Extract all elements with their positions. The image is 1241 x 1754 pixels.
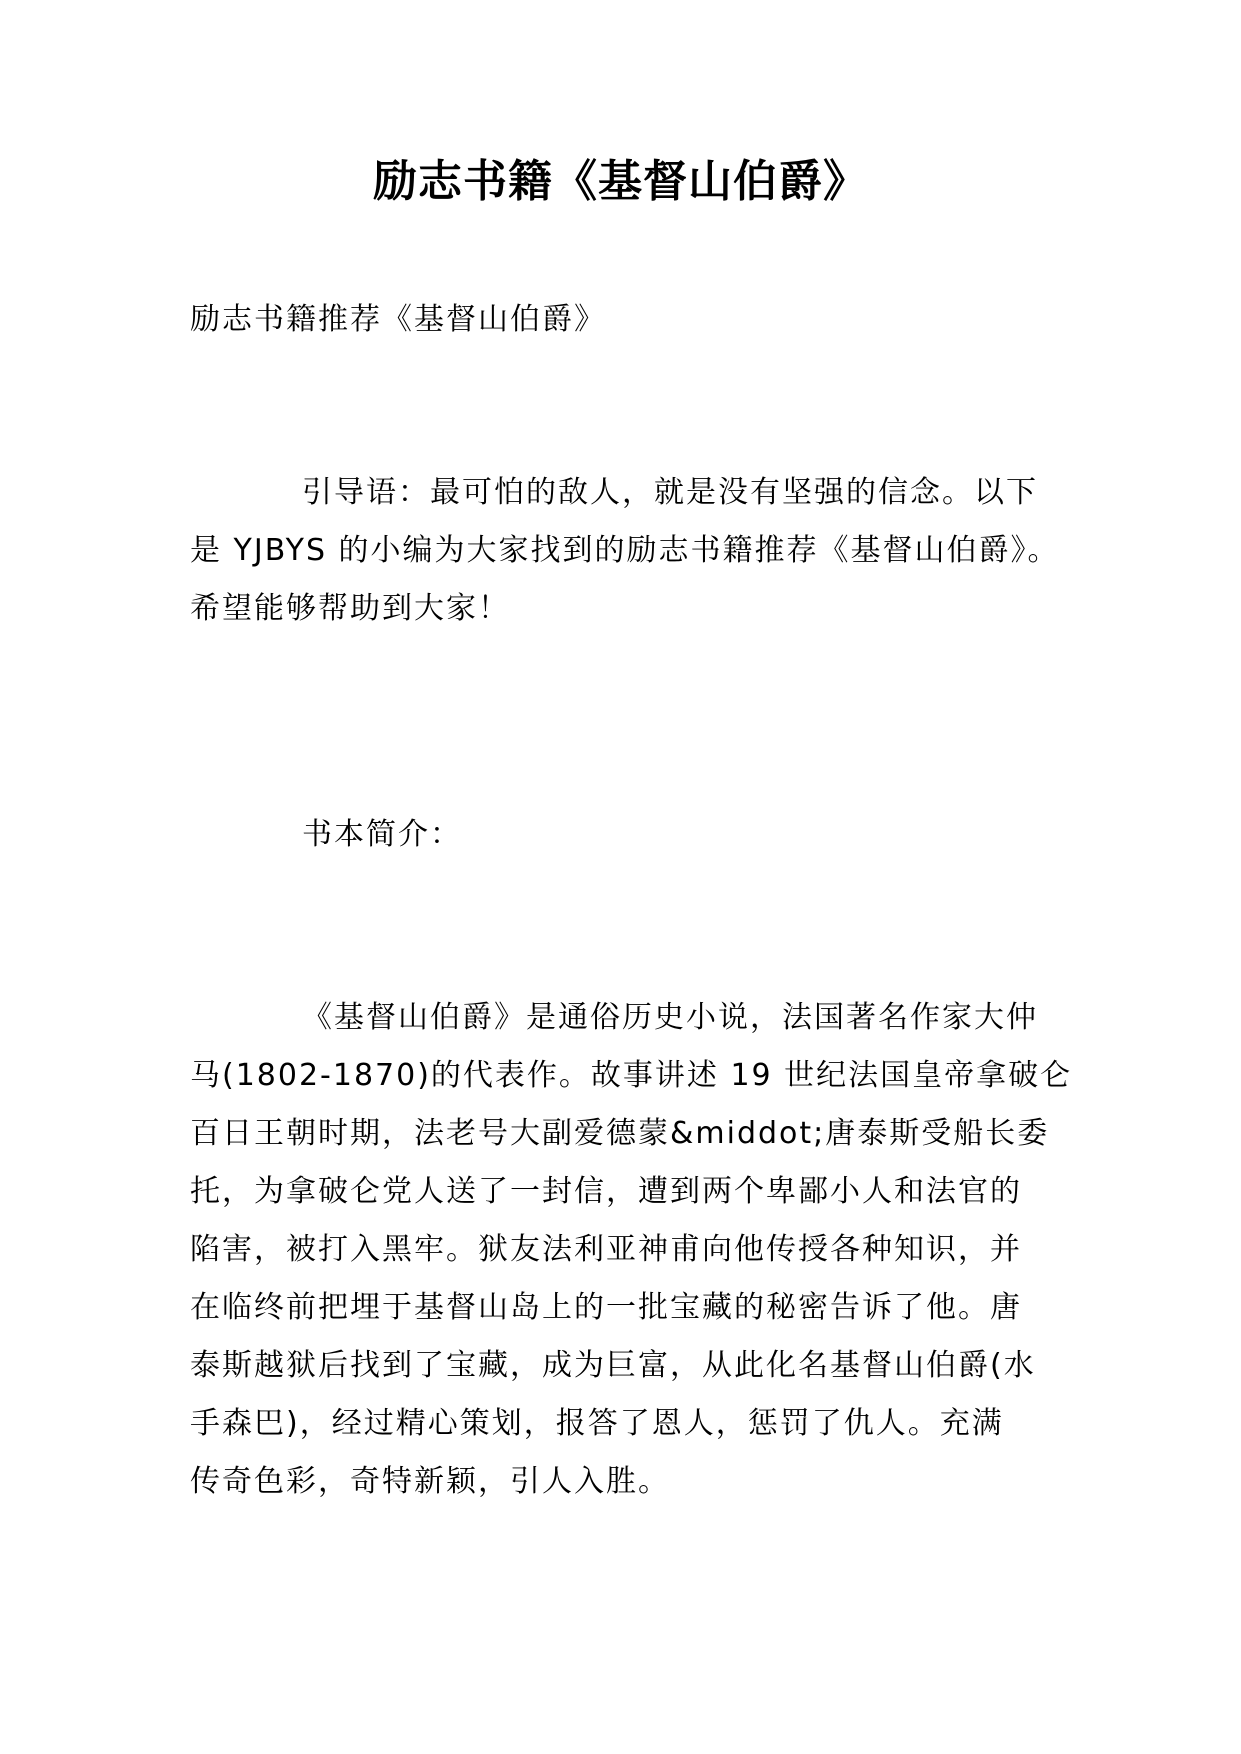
intro-line: 引导语：最可怕的敌人，就是没有坚强的信念。以下 — [302, 475, 1038, 510]
synopsis-line: 陷害，被打入黑牢。狱友法利亚神甫向他传授各种知识，并 — [190, 1232, 1022, 1267]
synopsis-line: 托，为拿破仑党人送了一封信，遭到两个卑鄙小人和法官的 — [190, 1174, 1022, 1209]
intro-paragraph — [190, 464, 1060, 638]
synopsis-line: 百日王朝时期，法老号大副爱德蒙&middot;唐泰斯受船长委 — [190, 1116, 1050, 1151]
synopsis-line: 手森巴)，经过精心策划，报答了恩人，惩罚了仇人。充满 — [190, 1406, 1004, 1441]
intro-line: 希望能够帮助到大家！ — [190, 591, 510, 626]
synopsis-paragraph — [190, 989, 1073, 1511]
document-subtitle: 励志书籍推荐《基督山伯爵》 — [190, 302, 606, 337]
document-title: 励志书籍《基督山伯爵》 — [373, 156, 868, 207]
section-label: 书本简介： — [302, 817, 462, 852]
synopsis-line: 在临终前把埋于基督山岛上的一批宝藏的秘密告诉了他。唐 — [190, 1290, 1022, 1325]
synopsis-line: 传奇色彩，奇特新颖，引人入胜。 — [190, 1464, 670, 1499]
intro-line: 是 YJBYS 的小编为大家找到的励志书籍推荐《基督山伯爵》。 — [190, 533, 1060, 568]
synopsis-line: 《基督山伯爵》是通俗历史小说，法国著名作家大仲 — [302, 1000, 1038, 1035]
synopsis-line: 马(1802-1870)的代表作。故事讲述 19 世纪法国皇帝拿破仑 — [190, 1058, 1073, 1093]
synopsis-line: 泰斯越狱后找到了宝藏，成为巨富，从此化名基督山伯爵(水 — [190, 1348, 1036, 1383]
